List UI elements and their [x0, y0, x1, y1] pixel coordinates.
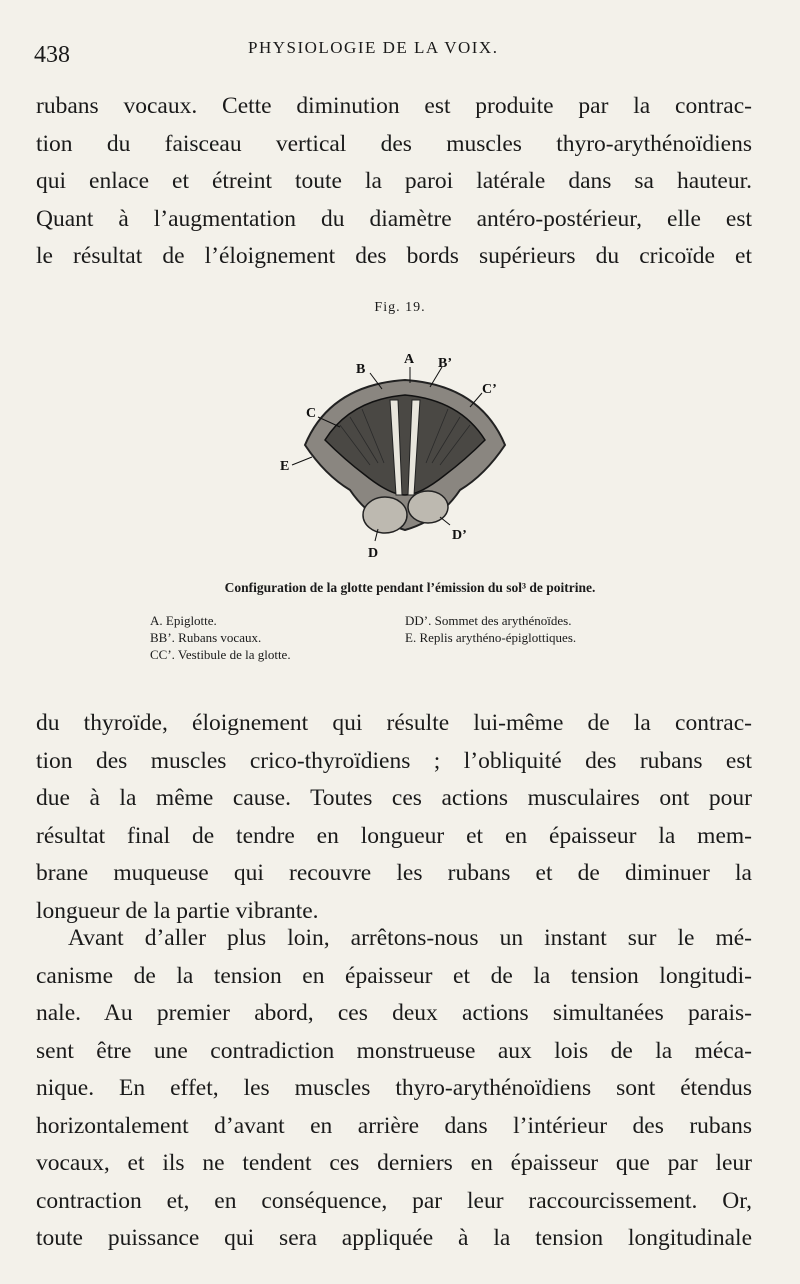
text-line: qui enlace et étreint toute la paroi latérale dans sa hauteur. — [36, 168, 752, 194]
legend-item: CC’. Vestibule de la glotte. — [150, 647, 291, 662]
text-line: sent être une contradiction monstrueuse aux lois de la méca- — [36, 1037, 752, 1064]
glottis-illustration — [270, 345, 540, 565]
text-line: brane muqueuse qui recouvre les rubans et de diminuer la — [36, 860, 752, 886]
legend-column-left — [150, 612, 400, 663]
marker-d-prime: D’ — [452, 528, 467, 543]
legend-item: A. Epiglotte. — [150, 613, 217, 628]
text-line: le résultat de l’éloignement des bords supérieurs du cricoïde et — [36, 243, 752, 269]
marker-e: E — [280, 459, 290, 474]
marker-c-prime: C’ — [482, 382, 497, 397]
running-head: PHYSIOLOGIE DE LA VOIX. — [248, 38, 499, 57]
text-line: horizontalement d’avant en arrière dans l’intérieur des rubans — [36, 1112, 752, 1139]
marker-c: C — [306, 406, 317, 421]
text-line: nique. En effet, les muscles thyro-arythénoïdiens sont étendus — [36, 1075, 752, 1101]
legend-item: DD’. Sommet des arythénoïdes. — [405, 613, 572, 628]
text-line: due à la même cause. Toutes ces actions musculaires ont pour — [36, 785, 752, 811]
figure-caption: Configuration de la glotte pendant l’émission du sol³ de poitrine. — [224, 580, 596, 595]
glottis-figure — [270, 345, 540, 565]
marker-a: A — [404, 352, 415, 367]
marker-b: B — [356, 362, 366, 377]
page-header — [0, 38, 800, 78]
legend-item: BB’. Rubans vocaux. — [150, 630, 262, 645]
paragraph-top — [36, 88, 752, 276]
text-line: rubans vocaux. Cette diminution est produite par la contrac- — [36, 93, 752, 119]
text-line: Quant à l’augmentation du diamètre antéro-postérieur, elle est — [36, 205, 752, 232]
text-line: toute puissance qui sera appliquée à la tension longitudinale — [36, 1225, 752, 1251]
text-line: vocaux, et ils ne tendent ces derniers en épaisseur que par leur — [36, 1150, 752, 1176]
paragraph-bottom — [36, 920, 752, 1258]
text-line: du thyroïde, éloignement qui résulte lui-même de la contrac- — [36, 710, 752, 736]
text-line: longueur de la partie vibrante. — [36, 897, 319, 924]
text-line: nale. Au premier abord, ces deux actions simultanées parais- — [36, 1000, 752, 1026]
text-line: résultat final de tendre en longueur et en épaisseur la mem- — [36, 822, 752, 849]
page-number: 438 — [34, 42, 70, 68]
text-line: canisme de la tension en épaisseur et de la tension longitudi- — [36, 962, 752, 989]
arytenoid-left — [363, 497, 407, 533]
marker-d: D — [368, 546, 379, 561]
marker-b-prime: B’ — [438, 356, 452, 371]
figure-label: Fig. 19. — [374, 300, 426, 315]
legend-item: E. Replis arythéno-épiglottiques. — [405, 630, 577, 645]
text-line: tion du faisceau vertical des muscles thyro-arythénoïdiens — [36, 130, 752, 157]
text-line: tion des muscles crico-thyroïdiens ; l’obliquité des rubans est — [36, 747, 752, 774]
paragraph-middle — [36, 705, 752, 930]
text-line: contraction et, en conséquence, par leur raccourcissement. Or, — [36, 1187, 752, 1214]
text-line: Avant d’aller plus loin, arrêtons-nous un instant sur le mé- — [68, 925, 752, 951]
legend-column-right — [405, 612, 675, 646]
